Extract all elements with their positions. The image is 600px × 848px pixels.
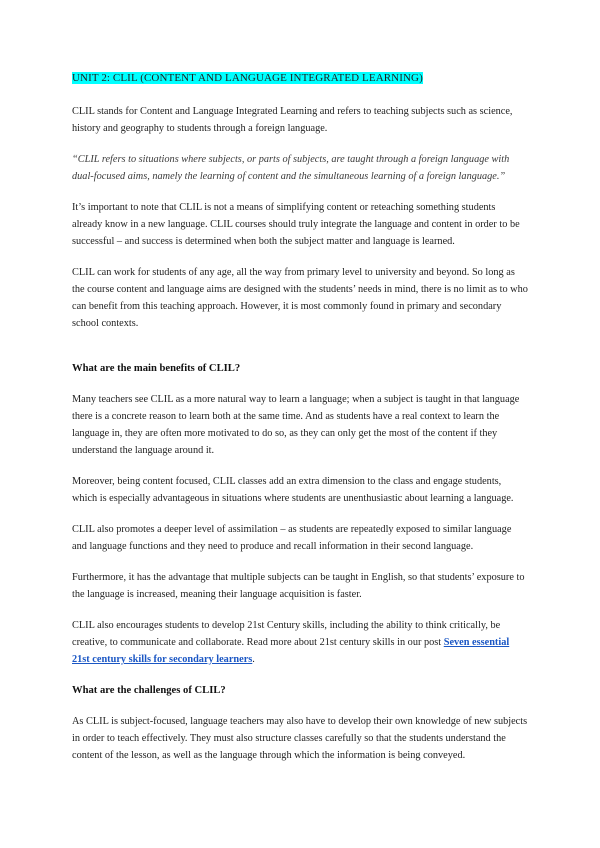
benefit-paragraph-2: Moreover, being content focused, CLIL classes add an extra dimension to the class and engage students, which is especially advantageous in situations where students are unenthusiastic about learning a language. [72, 476, 514, 504]
note-paragraph: It’s important to note that CLIL is not a means of simplifying content or reteaching something students already know in a new language. CLIL courses should truly integrate the language and content in order to be successful – and success is determined when both the subject matter and language is learned. [72, 202, 520, 247]
challenges-heading: What are the challenges of CLIL? [72, 685, 226, 696]
skills-article-link[interactable]: Seven essential 21st century skills for secondary learners [72, 637, 510, 665]
title-block [72, 70, 528, 87]
benefit-5-end: . [252, 654, 255, 665]
document-page [72, 70, 528, 778]
definition-quote: “CLIL refers to situations where subjects, or parts of subjects, are taught through a foreign language with dual-focused aims, namely the learning of content and the simultaneous learning of a foreign language.” [72, 154, 510, 182]
challenge-paragraph-1: As CLIL is subject-focused, language teachers may also have to develop their own knowledge of new subjects in order to teach effectively. They must also structure classes carefully so that the students understand the content of the lesson, as well as the language through which the information is being conveyed. [72, 716, 528, 761]
benefit-paragraph-1: Many teachers see CLIL as a more natural way to learn a language; when a subject is taught in that language there is a concrete reason to learn both at the same time. And as students have a real context to learn the language in, they are often more motivated to do so, as they can only get the most of the content if they understand the language around it. [72, 394, 520, 456]
document-title: UNIT 2: CLIL (CONTENT AND LANGUAGE INTEGRATED LEARNING) [72, 72, 423, 84]
benefit-paragraph-5 [72, 617, 528, 668]
benefit-paragraph-3: CLIL also promotes a deeper level of assimilation – as students are repeatedly exposed to similar language and language functions and they need to produce and recall information in their second language. [72, 524, 512, 552]
benefits-heading: What are the main benefits of CLIL? [72, 363, 241, 374]
intro-paragraph: CLIL stands for Content and Language Integrated Learning and refers to teaching subjects such as science, history and geography to students through a foreign language. [72, 106, 513, 134]
ages-paragraph: CLIL can work for students of any age, all the way from primary level to university and beyond. So long as the course content and language aims are designed with the students’ needs in mind, there is no limit as to who can benefit from this teaching approach. However, it is most commonly found in primary and secondary school contexts. [72, 267, 528, 329]
benefit-paragraph-4: Furthermore, it has the advantage that multiple subjects can be taught in English, so that students’ exposure to the language is increased, meaning their language acquisition is faster. [72, 572, 525, 600]
benefit-5-text: CLIL also encourages students to develop 21st Century skills, including the ability to think critically, be creative, to communicate and collaborate. Read more about 21st century skills in our post [72, 620, 501, 648]
